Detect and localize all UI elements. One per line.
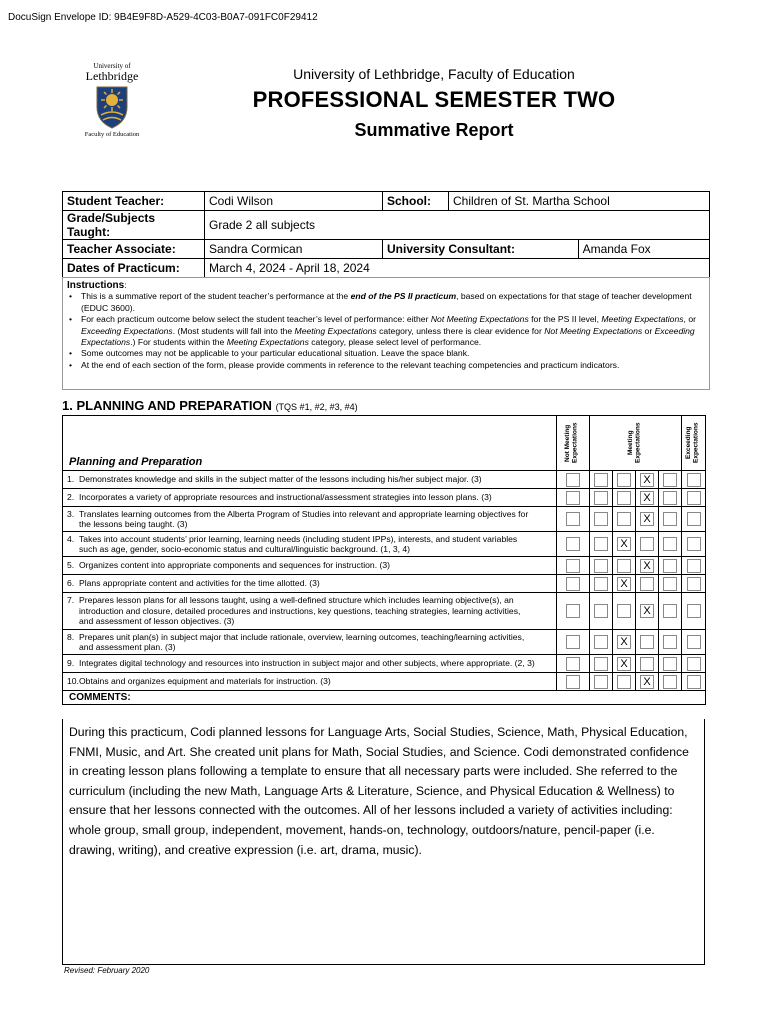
instruction-item: • For each practicum outcome below select the student teacher’s level of performance: either Not Meeting Expectations for the PS II level, Meeting Expectations, or Exceeding Expectations. (Most students will fall into the Meeting Expectations category, unless there is clear evidence for Not Meeting Expectations or Exceeding Expectations.) For students within the Meeting Expectations category, please select level of performance. [67,314,705,348]
col-meeting: Meeting Expectations [590,416,682,471]
table-row [63,471,706,489]
rating-checkbox[interactable] [663,635,677,649]
rating-cell [613,489,636,507]
logo-line2: Lethbridge [85,69,139,83]
rating-checkbox[interactable] [617,512,631,526]
rating-cell [557,673,590,691]
info-table [62,191,710,278]
rating-cell [590,593,613,630]
docusign-envelope-id: DocuSign Envelope ID: 9B4E9F8D-A529-4C03-B0A7-091FC0F29412 [8,12,318,23]
rating-cell [636,673,659,691]
section-title: 1. PLANNING AND PREPARATION (TQS #1, #2, #3, #4) [62,398,358,413]
logo-line1: University of [93,62,131,70]
rating-cell [659,655,682,673]
rating-cell [682,507,706,532]
rating-cell [557,532,590,557]
outcome-description: 4. Takes into account students’ prior learning, learning needs (including student IPPs), interests, and student variables such as age, gender, socio-economic status and cultural/linguistic background. (1, 3, 4) [63,532,557,557]
rubric-table [62,415,706,705]
rating-cell [590,655,613,673]
instruction-item: • Some outcomes may not be applicable to your particular educational situation. Leave the space blank. [67,348,705,359]
rating-cell [636,630,659,655]
instructions-box: Instructions: • This is a summative report of the student teacher’s performance at the end of the PS II practicum, based on expectations for that stage of teacher development (EDUC 3600). • For each practicum outcome below select the student teacher’s level of performance: either Not Meeting Expectations for the PS II level, Meeting Expectations, or Exceeding Expectations. (Most students will fall into the Meeting Expectations category, unless there is clear evidence for Not Meeting Expectations or Exceeding Expectations.) For students within the Meeting Expectations category, please select level of performance. • Some outcomes may not be applicable to your particular educational situation. Leave the space blank. • At the end of each section of the form, please provide comments in reference to the relevant teaching competencies and practicum indicators. [62,277,710,390]
rating-checkbox[interactable]: X [640,512,654,526]
rating-checkbox[interactable] [687,537,701,551]
rating-cell [682,673,706,691]
rating-checkbox[interactable] [566,491,580,505]
rating-cell [636,557,659,575]
rating-checkbox[interactable] [617,559,631,573]
rating-checkbox[interactable] [566,559,580,573]
outcome-description: 8. Prepares unit plan(s) in subject major that include rationale, overview, learning outcomes, teaching/learning activities, and assessment plan. (3) [63,630,557,655]
table-row [63,630,706,655]
revised-date: Revised: February 2020 [64,966,150,975]
rating-checkbox[interactable] [663,559,677,573]
page-subtitle: Summative Report [354,120,514,140]
table-row [63,532,706,557]
rating-checkbox[interactable]: X [640,604,654,618]
rating-cell [613,557,636,575]
outcome-description: 6. Plans appropriate content and activities for the time allotted. (3) [63,575,557,593]
rating-cell [590,557,613,575]
rating-cell [682,630,706,655]
rating-checkbox[interactable] [594,604,608,618]
table-row [63,507,706,532]
table-header: Planning and Preparation [63,416,557,471]
comments-text: During this practicum, Codi planned lessons for Language Arts, Social Studies, Science, Math, Physical Education, FNMI, Music, and Art. She created unit plans for Math, Social Studies, and Science. Codi demonstrated confidence in creating lesson plans following a template to ensure that all necessary parts were included. She referred to the curriculum (including the new Math, Language Arts & Literature, Science, and Physical Education & Wellness) to ensure that her lessons connected with the outcomes. All of her lessons included a variety of activities including: whole group, small group, independent, movement, hands-on, technology, outdoors/nature, pencil-paper (i.e. drawing, writing), and creative expression (i.e. art, drama, music). [62,719,705,965]
section-tqs: (TQS #1, #2, #3, #4) [275,402,358,412]
rating-checkbox[interactable] [594,559,608,573]
outcome-description: 1. Demonstrates knowledge and skills in the subject matter of the lessons including his/her subject major. (3) [63,471,557,489]
rating-cell [613,655,636,673]
rating-checkbox[interactable] [566,473,580,487]
rating-checkbox[interactable] [566,537,580,551]
outcome-description: 10.Obtains and organizes equipment and materials for instruction. (3) [63,673,557,691]
comments-label: COMMENTS: [63,691,706,705]
university-logo [80,62,144,138]
rating-checkbox[interactable] [640,537,654,551]
rating-checkbox[interactable] [687,657,701,671]
rating-cell [659,630,682,655]
rating-cell [557,630,590,655]
student-teacher-label: Student Teacher: [63,192,205,211]
table-row [63,655,706,673]
rating-checkbox[interactable] [617,473,631,487]
rating-cell [613,471,636,489]
rating-cell [659,489,682,507]
table-row [63,557,706,575]
rating-checkbox[interactable] [687,635,701,649]
rating-checkbox[interactable] [687,675,701,689]
university-consultant-value: Amanda Fox [578,240,709,259]
rating-checkbox[interactable] [594,491,608,505]
instruction-item: • At the end of each section of the form, please provide comments in reference to the relevant teaching competencies and practicum indicators. [67,360,705,371]
rating-checkbox[interactable] [687,577,701,591]
rating-checkbox[interactable] [663,604,677,618]
rating-cell [659,593,682,630]
rating-checkbox[interactable]: X [617,657,631,671]
rating-cell [636,532,659,557]
outcome-description: 2. Incorporates a variety of appropriate resources and instructional/assessment strategies into lesson plans. (3) [63,489,557,507]
col-not-meeting: Not Meeting Expectations [557,416,590,471]
rating-cell [613,673,636,691]
rating-cell [682,471,706,489]
rating-cell [590,630,613,655]
rating-cell [682,489,706,507]
rating-cell [682,575,706,593]
rating-cell [659,471,682,489]
rating-cell [636,471,659,489]
table-row [63,593,706,630]
outcome-description: 5. Organizes content into appropriate components and sequences for instruction. (3) [63,557,557,575]
crest-icon [95,85,129,129]
rating-checkbox[interactable] [640,657,654,671]
rating-cell [682,655,706,673]
rating-checkbox[interactable] [663,657,677,671]
rating-checkbox[interactable] [566,604,580,618]
rating-cell [659,673,682,691]
rating-cell [557,471,590,489]
rating-checkbox[interactable]: X [640,559,654,573]
rating-cell [613,532,636,557]
rating-checkbox[interactable] [663,473,677,487]
rating-checkbox[interactable] [594,537,608,551]
rating-checkbox[interactable] [640,577,654,591]
rating-checkbox[interactable]: X [617,537,631,551]
rating-cell [636,655,659,673]
instructions-title: Instructions [67,280,125,291]
table-row [63,575,706,593]
rating-checkbox[interactable] [566,577,580,591]
grade-value: Grade 2 all subjects [205,211,710,240]
rating-checkbox[interactable]: X [640,675,654,689]
rating-cell [613,507,636,532]
rating-checkbox[interactable] [566,635,580,649]
page-title: PROFESSIONAL SEMESTER TWO [252,87,616,112]
rating-cell [557,655,590,673]
rating-cell [659,532,682,557]
rating-cell [557,593,590,630]
rating-cell [590,575,613,593]
rating-cell [557,557,590,575]
rating-cell [682,557,706,575]
rating-cell [557,575,590,593]
col-exceeding: Exceeding Expectations [682,416,706,471]
rating-checkbox[interactable] [594,635,608,649]
rating-cell [636,507,659,532]
school-label: School: [383,192,449,211]
rating-checkbox[interactable] [687,604,701,618]
rating-checkbox[interactable] [663,537,677,551]
grade-label: Grade/Subjects Taught: [63,211,205,240]
rating-cell [613,575,636,593]
rating-checkbox[interactable] [687,491,701,505]
rating-cell [682,593,706,630]
rating-checkbox[interactable] [617,491,631,505]
rating-checkbox[interactable] [687,559,701,573]
rating-cell [557,507,590,532]
rating-checkbox[interactable]: X [617,577,631,591]
dates-label: Dates of Practicum: [63,259,205,278]
rating-cell [590,532,613,557]
logo-faculty: Faculty of Education [84,131,140,138]
dates-value: March 4, 2024 - April 18, 2024 [205,259,710,278]
rating-checkbox[interactable]: X [640,473,654,487]
rating-cell [659,575,682,593]
school-value: Children of St. Martha School [449,192,710,211]
student-teacher-value: Codi Wilson [205,192,383,211]
rating-cell [636,593,659,630]
rating-checkbox[interactable] [566,512,580,526]
rating-checkbox[interactable]: X [617,635,631,649]
rating-checkbox[interactable] [663,491,677,505]
rating-checkbox[interactable] [687,512,701,526]
table-row [63,673,706,691]
rating-checkbox[interactable] [594,657,608,671]
rating-cell [636,575,659,593]
rating-checkbox[interactable] [640,635,654,649]
rating-checkbox[interactable] [594,512,608,526]
university-consultant-label: University Consultant: [383,240,579,259]
rating-cell [590,507,613,532]
rating-cell [590,489,613,507]
rating-checkbox[interactable] [594,473,608,487]
rating-checkbox[interactable] [663,577,677,591]
rating-cell [590,471,613,489]
rating-checkbox[interactable] [663,512,677,526]
outcome-description: 9. Integrates digital technology and resources into instruction in subject major and other subjects, where appropriate. (2, 3) [63,655,557,673]
teacher-associate-value: Sandra Cormican [205,240,383,259]
header-institution: University of Lethbridge, Faculty of Education [293,66,575,82]
rating-checkbox[interactable] [617,675,631,689]
rating-checkbox[interactable] [617,604,631,618]
instruction-item: • This is a summative report of the student teacher’s performance at the end of the PS II practicum, based on expectations for that stage of teacher development (EDUC 3600). [67,291,705,314]
rating-cell [613,593,636,630]
rating-cell [659,557,682,575]
rating-checkbox[interactable] [566,675,580,689]
table-row [63,489,706,507]
rating-checkbox[interactable] [594,577,608,591]
rating-cell [613,630,636,655]
rating-checkbox[interactable]: X [640,491,654,505]
rating-checkbox[interactable] [594,675,608,689]
rating-cell [557,489,590,507]
rating-cell [590,673,613,691]
rating-cell [659,507,682,532]
rating-cell [636,489,659,507]
teacher-associate-label: Teacher Associate: [63,240,205,259]
outcome-description: 3. Translates learning outcomes from the Alberta Program of Studies into relevant and appropriate learning objectives for the lessons being taught. (3) [63,507,557,532]
rating-checkbox[interactable] [663,675,677,689]
outcome-description: 7. Prepares lesson plans for all lessons taught, using a well-defined structure which includes learning objective(s), an introduction and closure, detailed procedures and instructions, key questions, teaching strategies, learning activities, and assessment of lesson objectives. (3) [63,593,557,630]
rating-checkbox[interactable] [687,473,701,487]
rating-checkbox[interactable] [566,657,580,671]
rating-cell [682,532,706,557]
